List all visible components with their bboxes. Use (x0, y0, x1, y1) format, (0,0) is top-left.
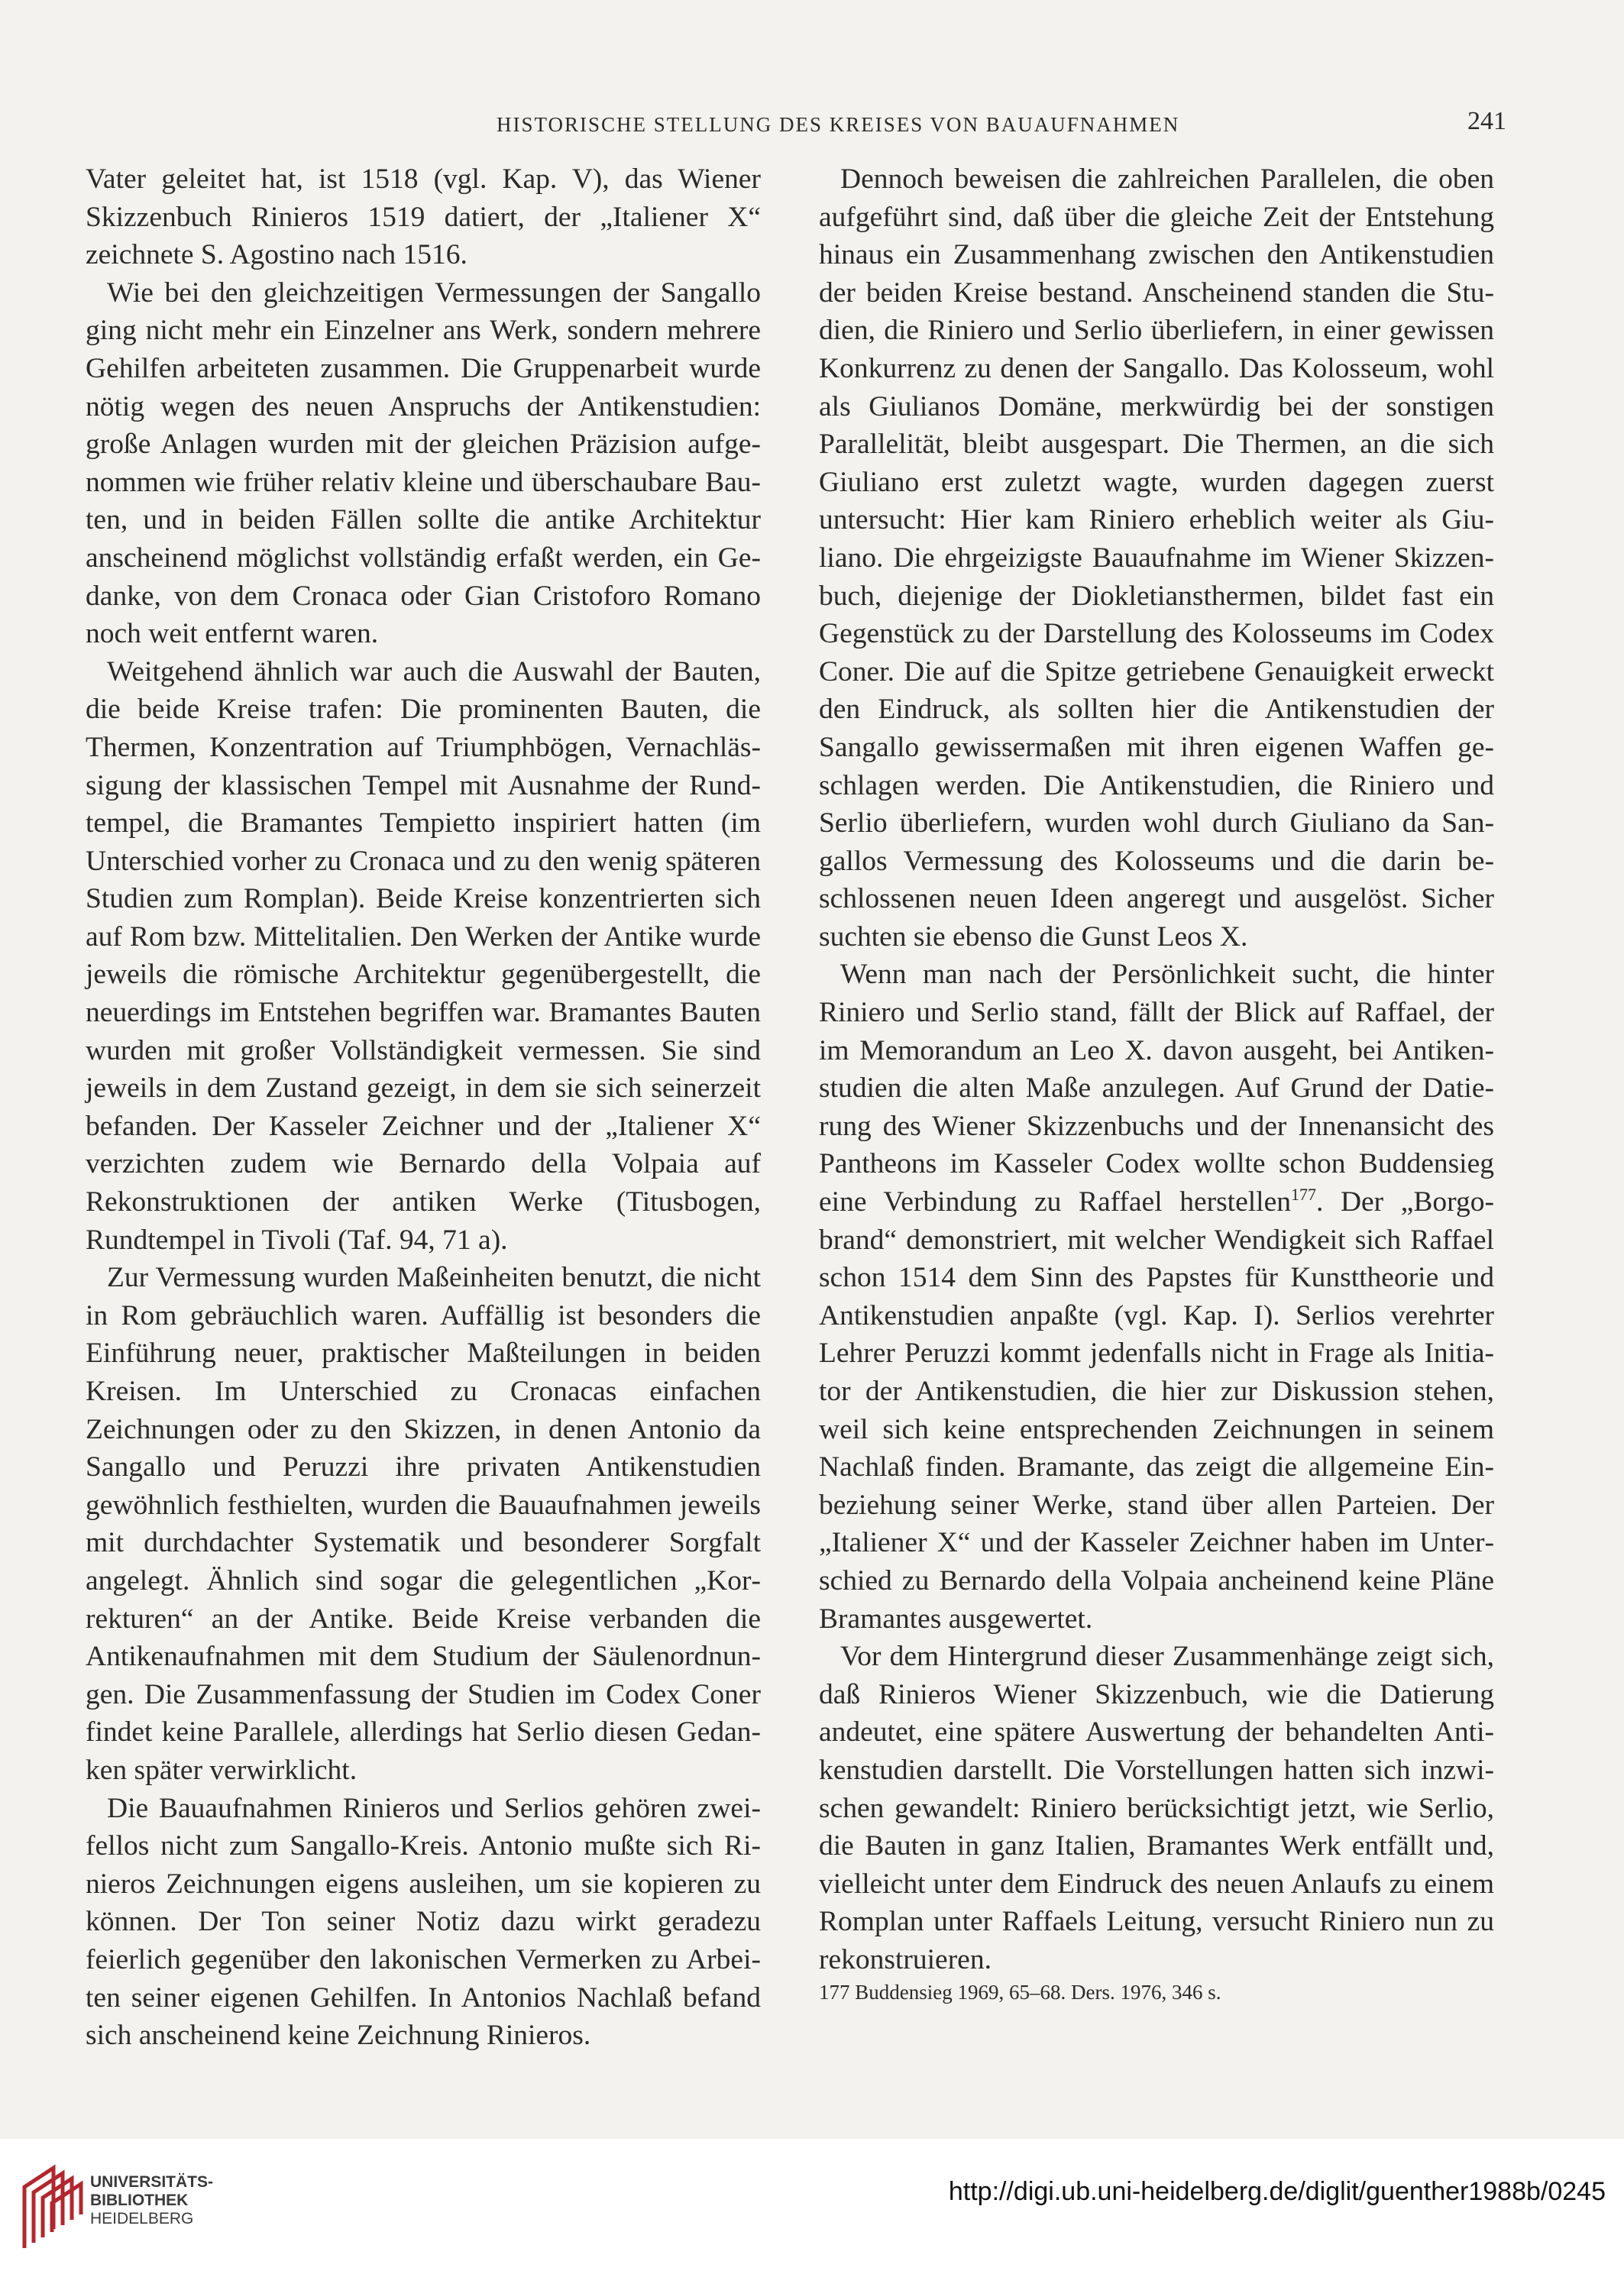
running-head: HISTORISCHE STELLUNG DES KREISES VON BAUAUFNAHMEN (497, 113, 1180, 136)
paragraph: Zur Vermessung wurden Maßeinheiten benutzt, die nicht in Rom gebräuchlich waren. Auffällig ist besonders die Einführung neuer, praktischer Maßteilungen in beiden Kreisen. Im Unterschied zu Cronacas einfachen Zeichnungen oder zu den Skizzen, in denen Antonio da Sangallo und Peruzzi ihre privaten Antikenstudien gewöhnlich festhielten, wurden die Bauaufnahmen jeweils mit durchdachter Systematik und besonderer Sorgfalt angelegt. Ähnlich sind sogar die gelegentlichen „Korrekturen“ an der Antike. Beide Kreise verbanden die Antikenaufnahmen mit dem Studium der Säulenordnungen. Die Zusammenfassung der Studien im Codex Coner findet keine Parallele, allerdings hat Serlio diesen Gedanken später verwirklicht. (86, 1262, 761, 1786)
paragraph-text: Wenn man nach der Persönlichkeit sucht, die hinter Riniero und Serlio stand, fällt der Blick auf Raffael, der im Memorandum an Leo X. davon ausgeht, bei Antikenstudien die alten Maße anzulegen. Auf Grund der Datierung des Wiener Skizzenbuchs und der Innenansicht des Pantheons im Kasseler Codex wollte schon Buddensieg eine Verbindung zu Raffael herstellen (819, 959, 1494, 1218)
library-line: HEIDELBERG (90, 2210, 194, 2227)
library-line: UNIVERSITÄTS- (90, 2173, 214, 2191)
library-line: BIBLIOTHEK (90, 2192, 189, 2209)
paragraph (819, 956, 1494, 1638)
page-number: 241 (1467, 107, 1506, 135)
left-column (86, 160, 761, 2055)
paragraph: Weitgehend ähnlich war auch die Auswahl der Bauten, die beide Kreise trafen: Die prominenten Bauten, die Thermen, Konzentration auf Triumphbögen, Vernachlässigung der klassischen Tempel mit Ausnahme der Rundtempel, die Bramantes Tempietto inspiriert hatten (im Unterschied vorher zu Cronaca und zu den wenig späteren Studien zum Romplan). Beide Kreise konzentrierten sich auf Rom bzw. Mittelitalien. Den Werken der Antike wurde jeweils die römische Architektur gegenübergestellt, die neuerdings im Entstehen begriffen war. Bramantes Bauten wurden mit großer Vollständigkeit vermessen. Sie sind jeweils in dem Zustand gezeigt, in dem sie sich seinerzeit befanden. Der Kasseler Zeichner und der „Italiener X“ verzichten zudem wie Bernardo della Volpaia auf Rekonstruktionen der antiken Werke (Titusbogen, Rundtempel in Tivoli (Taf. 94, 71 a). (86, 655, 761, 1256)
paragraph-text: . Der „Borgobrand“ demonstriert, mit welcher Wendigkeit sich Raffael schon 1514 dem Sinn des Papstes für Kunsttheorie und Antikenstudien anpaßte (vgl. Kap. I). Serlios verehrter Lehrer Peruzzi kommt jedenfalls nicht in Frage als Initiator der Antikenstudien, die hier zur Diskussion stehen, weil sich keine entsprechenden Zeichnungen in seinem Nachlaß finden. Bramante, das zeigt die allgemeine Einbeziehung seiner Werke, stand über allen Parteien. Der „Italiener X“ und der Kasseler Zeichner haben im Unterschied zu Bernardo della Volpaia ancheinend keine Pläne Bramantes ausgewertet. (819, 1186, 1494, 1635)
paragraph: Wie bei den gleichzeitigen Vermessungen der Sangallo ging nicht mehr ein Einzelner ans Werk, sondern mehrere Gehilfen arbeiteten zusammen. Die Gruppenarbeit wurde nötig wegen des neuen Anspruchs der Antikenstudien: große Anlagen wurden mit der gleichen Präzision aufgenommen wie früher relativ kleine und überschaubare Bauten, und in beiden Fällen sollte die antike Architektur anscheinend möglichst vollständig erfaßt werden, ein Gedanke, von dem Cronaca oder Gian Cristoforo Romano noch weit entfernt waren. (86, 277, 761, 650)
footnote-reference[interactable]: 177 (1290, 1185, 1316, 1205)
paragraph: Vater geleitet hat, ist 1518 (vgl. Kap. V), das Wiener Skizzenbuch Rinieros 1519 datiert, der „Italiener X“ zeichnete S. Agostino nach 1516. (86, 163, 761, 271)
paragraph: Vor dem Hintergrund dieser Zusammenhänge zeigt sich, daß Rinieros Wiener Skizzenbuch, wie die Datierung andeutet, eine spätere Auswertung der behandelten Antikenstudien darstellt. Die Vorstellungen hatten sich inzwischen gewandelt: Riniero berücksichtigt jetzt, wie Serlio, die Bauten in ganz Italien, Bramantes Werk entfällt und, vielleicht unter dem Eindruck des neuen Anlaufs zu einem Romplan unter Raffaels Leitung, versucht Riniero nun zu rekonstruieren. (819, 1641, 1494, 1975)
library-name (90, 2173, 213, 2228)
paragraph: Dennoch beweisen die zahlreichen Parallelen, die oben aufgeführt sind, daß über die gleiche Zeit der Entstehung hinaus ein Zusammenhang zwischen den Antikenstudien der beiden Kreise bestand. Anscheinend standen die Studien, die Riniero und Serlio überliefern, in einer gewissen Konkurrenz zu denen der Sangallo. Das Kolosseum, wohl als Giulianos Domäne, merkwürdig bei der sonstigen Parallelität, bleibt ausgespart. Die Thermen, an die sich Giuliano erst zuletzt wagte, wurden dagegen zuerst untersucht: Hier kam Riniero erheblich weiter als Giuliano. Die ehrgeizigste Bauaufnahme im Wiener Skizzenbuch, diejenige der Diokletiansthermen, bildet fast ein Gegenstück zu der Darstellung des Kolosseums im Codex Coner. Die auf die Spitze getriebene Genauigkeit erweckt den Eindruck, als sollten hier die Antikenstudien der Sangallo gewissermaßen mit ihren eigenen Waffen geschlagen werden. Die Antikenstudien, die Riniero und Serlio überliefern, wurden wohl durch Giuliano da Sangallos Vermessung des Kolosseums und die darin beschlossenen neuen Ideen angeregt und ausgelöst. Sicher suchten sie ebenso die Gunst Leos X. (819, 163, 1494, 953)
footnote: 177 Buddensieg 1969, 65–68. Ders. 1976, 346 s. (819, 1980, 1221, 2004)
paragraph: Die Bauaufnahmen Rinieros und Serlios gehören zweifellos nicht zum Sangallo-Kreis. Antonio mußte sich Rinieros Zeichnungen eigens ausleihen, um sie kopieren zu können. Der Ton seiner Notiz dazu wirkt geradezu feierlich gegenüber den lakonischen Vermerken zu Arbeiten seiner eigenen Gehilfen. In Antonios Nachlaß befand sich anscheinend keine Zeichnung Rinieros. (86, 1792, 761, 2052)
source-url-link[interactable]: http://digi.ub.uni-heidelberg.de/diglit/guenther1988b/0245 (948, 2177, 1606, 2206)
page-header (86, 107, 1506, 145)
right-column (819, 160, 1494, 2005)
ub-heidelberg-logo-icon (17, 2153, 93, 2252)
